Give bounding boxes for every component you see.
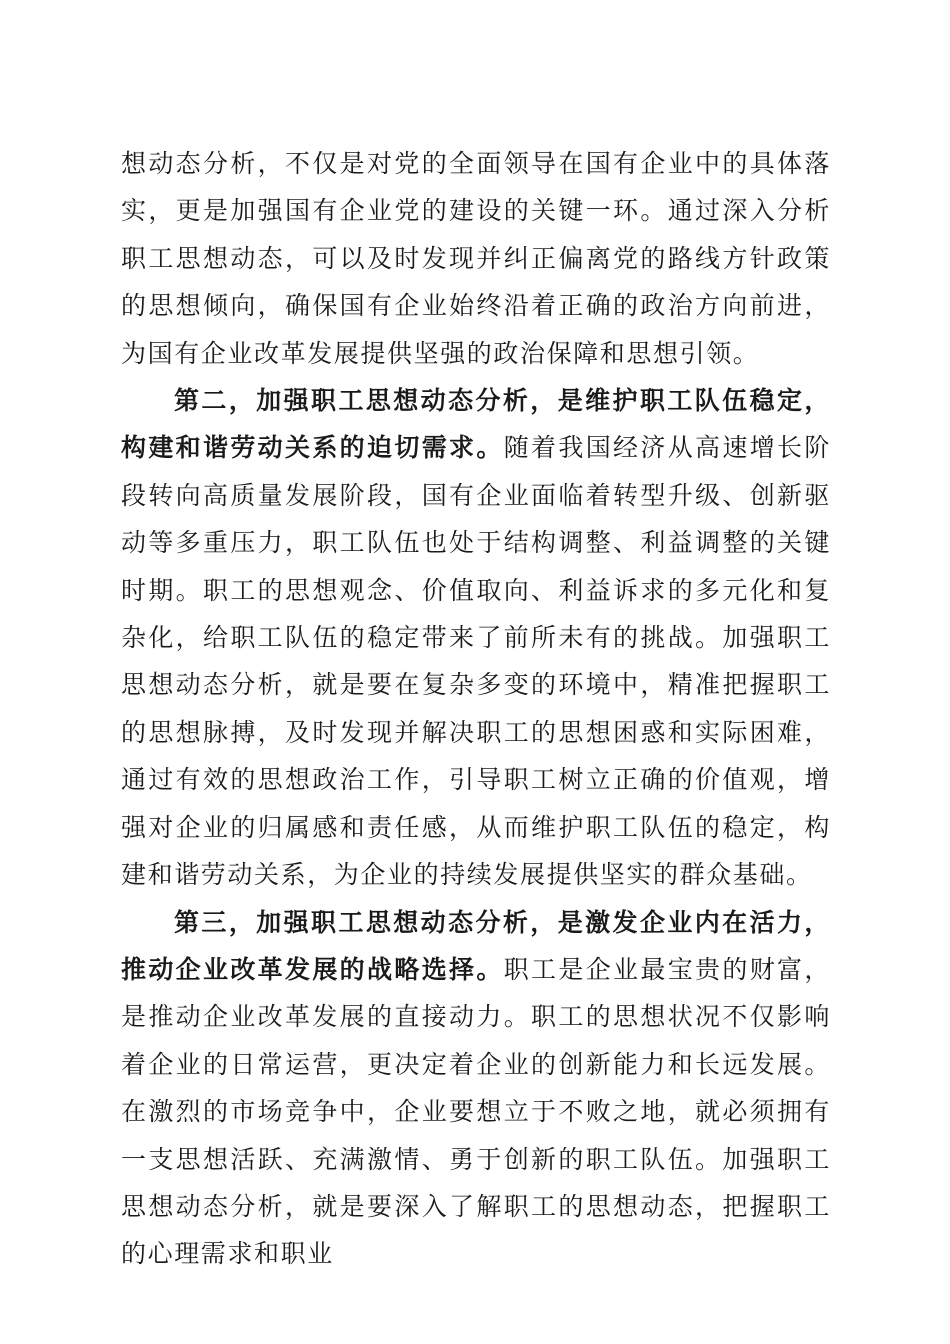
paragraph-text: 职工是企业最宝贵的财富，是推动企业改革发展的直接动力。职工的思想状况不仅影响着企业的日常运营，更决定着企业的创新能力和长远发展。在激烈的市场竞争中，企业要想立于不败之地，就必须拥有一支思想活跃、充满激情、勇于创新的职工队伍。加强职工思想动态分析，就是要深入了解职工的思想动态，把握职工的心理需求和职业: [121, 954, 831, 1269]
paragraph-text: 随着我国经济从高速增长阶段转向高质量发展阶段，国有企业面临着转型升级、创新驱动等多重压力，职工队伍也处于结构调整、利益调整的关键时期。职工的思想观念、价值取向、利益诉求的多元化和复杂化，给职工队伍的稳定带来了前所未有的挑战。加强职工思想动态分析，就是要在复杂多变的环境中，精准把握职工的思想脉搏，及时发现并解决职工的思想困惑和实际困难，通过有效的思想政治工作，引导职工树立正确的价值观，增强对企业的归属感和责任感，从而维护职工队伍的稳定，构建和谐劳动关系，为企业的持续发展提供坚实的群众基础。: [121, 433, 831, 890]
paragraph-second-point: [121, 377, 831, 898]
paragraph-lead: 第二，加强职工思想动态分析，是维护职工队伍稳定，构建和谐劳动关系的迫切需求。: [121, 386, 831, 463]
paragraph-text: 想动态分析，不仅是对党的全面领导在国有企业中的具体落实，更是加强国有企业党的建设的关键一环。通过深入分析职工思想动态，可以及时发现并纠正偏离党的路线方针政策的思想倾向，确保国有企业始终沿着正确的政治方向前进，为国有企业改革发展提供坚强的政治保障和思想引领。: [121, 149, 831, 368]
paragraph-continuation: [121, 140, 831, 377]
paragraph-lead: 第三，加强职工思想动态分析，是激发企业内在活力，推动企业改革发展的战略选择。: [121, 907, 831, 984]
paragraph-third-point: [121, 899, 831, 1278]
document-body: [121, 140, 831, 1278]
